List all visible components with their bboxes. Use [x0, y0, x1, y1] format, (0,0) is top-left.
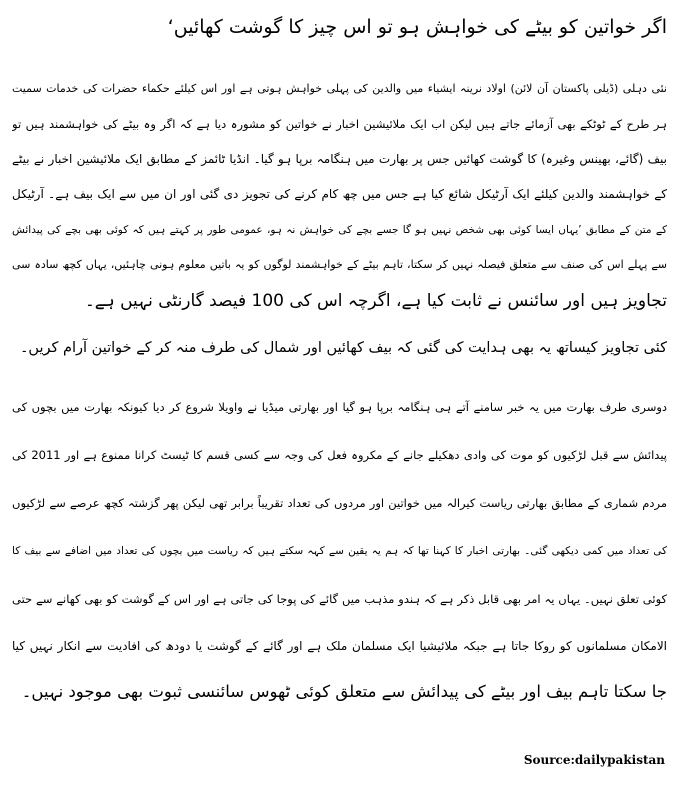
article-line: پیدائش سے قبل لڑکیوں کو موت کی وادی دھکیلے جانے کے مکروہ فعل کی وجہ سے کسی قسم کا ٹیسٹ کرانا ممنوع ہے اور 2011 کی — [12, 448, 667, 462]
article-line: ہر طرح کے ٹوٹکے بھی آزمائے جاتے ہیں لیکن اب ایک ملائیشین اخبار نے خواتین کو مشورہ دیا ہے کہ اگر وہ بیٹے کی خواہشمند ہیں تو — [12, 117, 667, 131]
article-line: سے پہلے اس کی صنف سے متعلق فیصلہ نہیں کر سکتا، تاہم بیٹے کے خواہشمند لوگوں کو یہ باتیں معلوم ہونی چاہئیں، یہاں کچھ سادہ سی — [12, 258, 667, 271]
article-line: جا سکتا تاہم بیف اور بیٹے کی پیدائش سے متعلق کوئی ٹھوس سائنسی ثبوت بھی موجود نہیں۔ — [21, 682, 667, 701]
article-line: مردم شماری کے مطابق بھارتی ریاست کیرالہ میں خواتین اور مردوں کی تعداد تقریباً برابر تھی لیکن پھر گزشتہ کچھ عرصے سے لڑکیوں — [12, 496, 667, 510]
article-line: دوسری طرف بھارت میں یہ خبر سامنے آتے ہی ہنگامہ برپا ہو گیا اور بھارتی میڈیا نے واویلا شروع کر دیا کیونکہ بھارت میں بچوں کی — [12, 400, 667, 414]
article-line: الامکان مسلمانوں کو روکا جاتا ہے جبکہ ملائیشیا ایک مسلمان ملک ہے اور گائے کے گوشت یا دودھ کی افادیت سے انکار نہیں کیا — [12, 639, 667, 653]
article-source: Source:dailypakistan — [523, 753, 665, 767]
article-line: کوئی تعلق نہیں۔ یہاں یہ امر بھی قابل ذکر ہے کہ ہندو مذہب میں گائے کی پوجا کی جاتی ہے اور اس کے گوشت کو بھی کھانے سے حتی — [12, 592, 667, 606]
article-line: کئی تجاویز کیساتھ یہ بھی ہدایت کی گئی کہ بیف کھائیں اور شمال کی طرف منہ کر کے خواتین آرام کریں۔ — [19, 340, 667, 356]
article-line: کی تعداد میں کمی دیکھی گئی۔ بھارتی اخبار کا کہنا تھا کہ ہم یہ یقین سے کہہ سکتے ہیں کہ ریاست میں بچوں کی تعداد میں اضافے سے بیف کا — [12, 545, 667, 557]
article-line: کے خواہشمند والدین کیلئے ایک آرٹیکل شائع کیا ہے جس میں چھ کام کرنے کی تجویز دی گئی اور ان میں سے ایک بیف ہے۔ آرٹیکل — [12, 187, 667, 201]
article-line: کے متن کے مطابق ’یہاں ایسا کوئی بھی شخص نہیں ہو گا جسے بچے کی خواہش نہ ہو، عمومی طور پر کہتے ہیں کہ کوئی بھی بچے کی پیدائش — [12, 224, 667, 236]
article-headline: اگر خواتین کو بیٹے کی خواہش ہو تو اس چیز کا گوشت کھائیں‘ — [167, 16, 667, 38]
article-line: تجاویز ہیں اور سائنس نے ثابت کیا ہے، اگرچہ اس کی 100 فیصد گارنٹی نہیں ہے۔ — [84, 291, 667, 311]
article-line: نئی دہلی (ڈیلی پاکستان آن لائن) اولاد نرینہ ایشیاء میں والدین کی پہلی خواہش ہوتی ہے اور اس کیلئے حکماء حضرات کی خدمات سمیت — [12, 82, 667, 95]
article-line: بیف (گائے، بھینس وغیرہ) کا گوشت کھائیں جس پر بھارت میں ہنگامہ برپا ہو گیا۔ انڈیا ٹائمز کے مطابق ایک ملائیشین اخبار نے بیٹے — [12, 152, 667, 166]
